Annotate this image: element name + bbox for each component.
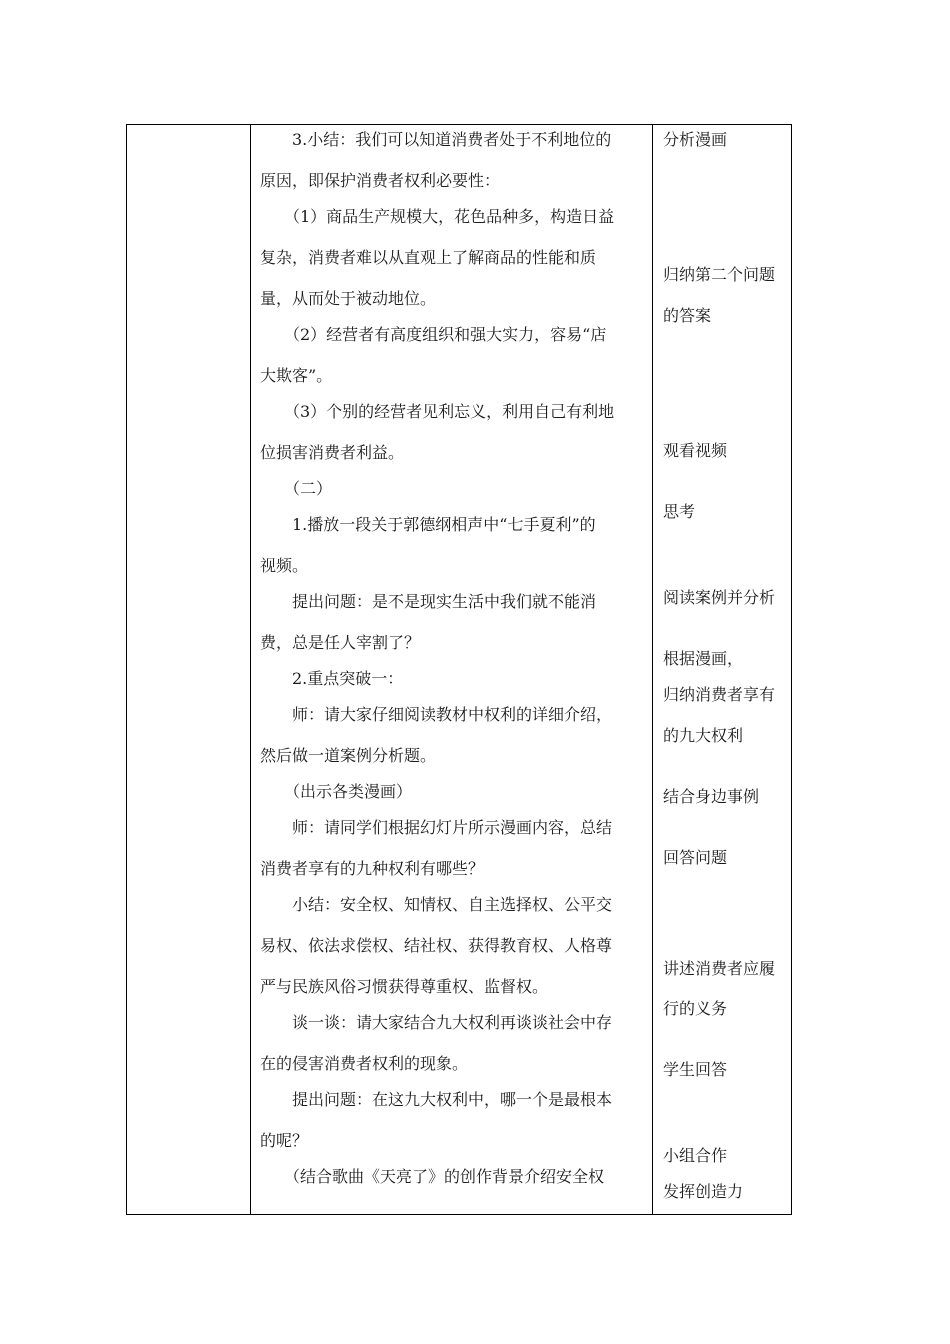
text-line: 思考: [663, 502, 696, 521]
text-line: 小组合作: [663, 1146, 728, 1165]
text-line: 观看视频: [663, 441, 728, 460]
text-line: 大欺客”。: [260, 366, 333, 385]
text-line: 的答案: [663, 306, 712, 325]
text-line: 学生回答: [663, 1060, 728, 1079]
text-line: 提出问题：是不是现实生活中我们就不能消: [260, 592, 597, 611]
text-line: 易权、依法求偿权、结社权、获得教育权、人格尊: [260, 936, 613, 955]
text-line: 讲述消费者应履: [663, 959, 776, 978]
text-line: 谈一谈：请大家结合九大权利再谈谈社会中存: [260, 1013, 613, 1032]
text-line: 归纳第二个问题: [663, 265, 776, 284]
left-column-cell: [127, 125, 250, 1214]
text-line: 2.重点突破一：: [260, 669, 404, 688]
text-line: 的九大权利: [663, 726, 744, 745]
text-line: 行的义务: [663, 999, 728, 1018]
text-line: 费，总是任人宰割了？: [260, 633, 421, 652]
text-line: （1）商品生产规模大，花色品种多，构造日益: [260, 207, 615, 226]
text-line: 师：请同学们根据幻灯片所示漫画内容，总结: [260, 818, 613, 837]
text-line: （结合歌曲《天亮了》的创作背景介绍安全权: [260, 1167, 605, 1186]
text-line: 位损害消费者利益。: [260, 443, 405, 462]
text-line: 3.小结：我们可以知道消费者处于不利地位的: [260, 130, 612, 149]
text-line: 小结：安全权、知情权、自主选择权、公平交: [260, 895, 613, 914]
text-line: 的呢？: [260, 1131, 309, 1150]
text-line: 原因，即保护消费者权利必要性：: [260, 171, 501, 190]
text-line: 提出问题：在这九大权利中，哪一个是最根本: [260, 1090, 613, 1109]
text-line: 回答问题: [663, 848, 728, 867]
text-line: 师：请大家仔细阅读教材中权利的详细介绍，: [260, 705, 613, 724]
text-line: 视频。: [260, 556, 309, 575]
text-line: 归纳消费者享有: [663, 685, 776, 704]
text-line: 在的侵害消费者权利的现象。: [260, 1054, 469, 1073]
text-line: 然后做一道案例分析题。: [260, 746, 437, 765]
text-line: 严与民族风俗习惯获得尊重权、监督权。: [260, 977, 549, 996]
text-line: 复杂，消费者难以从直观上了解商品的性能和质: [260, 248, 597, 267]
text-line: 阅读案例并分析: [663, 588, 776, 607]
text-line: 分析漫画: [663, 130, 728, 149]
teaching-process-cell: [251, 125, 652, 1214]
text-line: 结合身边事例: [663, 787, 760, 806]
lesson-plan-table: [126, 124, 792, 1215]
text-line: 量，从而处于被动地位。: [260, 289, 437, 308]
text-line: 根据漫画，: [663, 649, 744, 668]
text-line: 发挥创造力: [663, 1182, 744, 1201]
student-activity-cell: [653, 125, 791, 1214]
text-line: 1.播放一段关于郭德纲相声中“七手夏利”的: [260, 515, 596, 534]
text-line: （2）经营者有高度组织和强大实力，容易“店: [260, 325, 607, 344]
text-line: （3）个别的经营者见利忘义，利用自己有利地: [260, 402, 615, 421]
text-line: （二）: [260, 479, 333, 498]
text-line: 消费者享有的九种权利有哪些？: [260, 859, 485, 878]
text-line: （出示各类漫画）: [260, 782, 413, 801]
